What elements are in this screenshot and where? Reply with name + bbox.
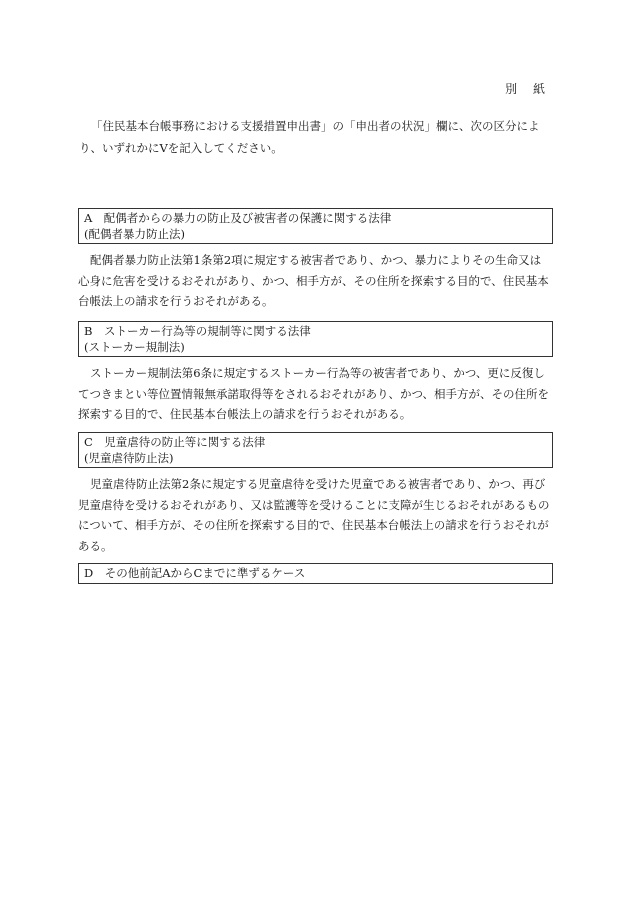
section-a-header-box (78, 208, 553, 244)
section-a-body: 配偶者暴力防止法第1条第2項に規定する被害者であり、かつ、暴力によりその生命又は心身に危害を受けるおそれがあり、かつ、相手方が、その住所を探索する目的で、住民基本台帳法上の請求を行うおそれがある。 (78, 253, 549, 308)
attachment-label: 別 紙 (505, 82, 551, 96)
section-d (78, 563, 553, 584)
section-c-header-box (78, 432, 553, 468)
section-b (78, 321, 553, 425)
section-d-header-box (78, 563, 553, 584)
section-b-subtitle: (ストーカー規制法) (84, 340, 185, 354)
section-a (78, 208, 553, 312)
section-c-body: 児童虐待防止法第2条に規定する児童虐待を受けた児童である被害者であり、かつ、再び児童虐待を受けるおそれがあり、又は監護等を受けることに支障が生じるおそれがあるものについて、相手方が、その住所を探索する目的で、住民基本台帳法上の請求を行うおそれがある。 (78, 477, 550, 553)
section-a-subtitle: (配偶者暴力防止法) (84, 227, 185, 241)
section-b-title: B ストーカー行為等の規制等に関する法律 (84, 324, 311, 338)
section-c (78, 432, 553, 556)
intro-paragraph: 「住民基本台帳事務における支援措置申出書」の「申出者の状況」欄に、次の区分により、いずれかにVを記入してください。 (79, 119, 540, 155)
section-c-subtitle: (児童虐待防止法) (84, 451, 174, 465)
section-a-title: A 配偶者からの暴力の防止及び被害者の保護に関する法律 (84, 211, 392, 225)
section-b-body: ストーカー規制法第6条に規定するストーカー行為等の被害者であり、かつ、更に反復してつきまとい等位置情報無承諾取得等をされるおそれがあり、かつ、相手方が、その住所を探索する目的で、住民基本台帳法上の請求を行うおそれがある。 (78, 366, 550, 421)
section-c-title: C 児童虐待の防止等に関する法律 (84, 435, 266, 449)
section-d-title: D その他前記AからCまでに準ずるケース (84, 566, 306, 580)
section-b-header-box (78, 321, 553, 357)
